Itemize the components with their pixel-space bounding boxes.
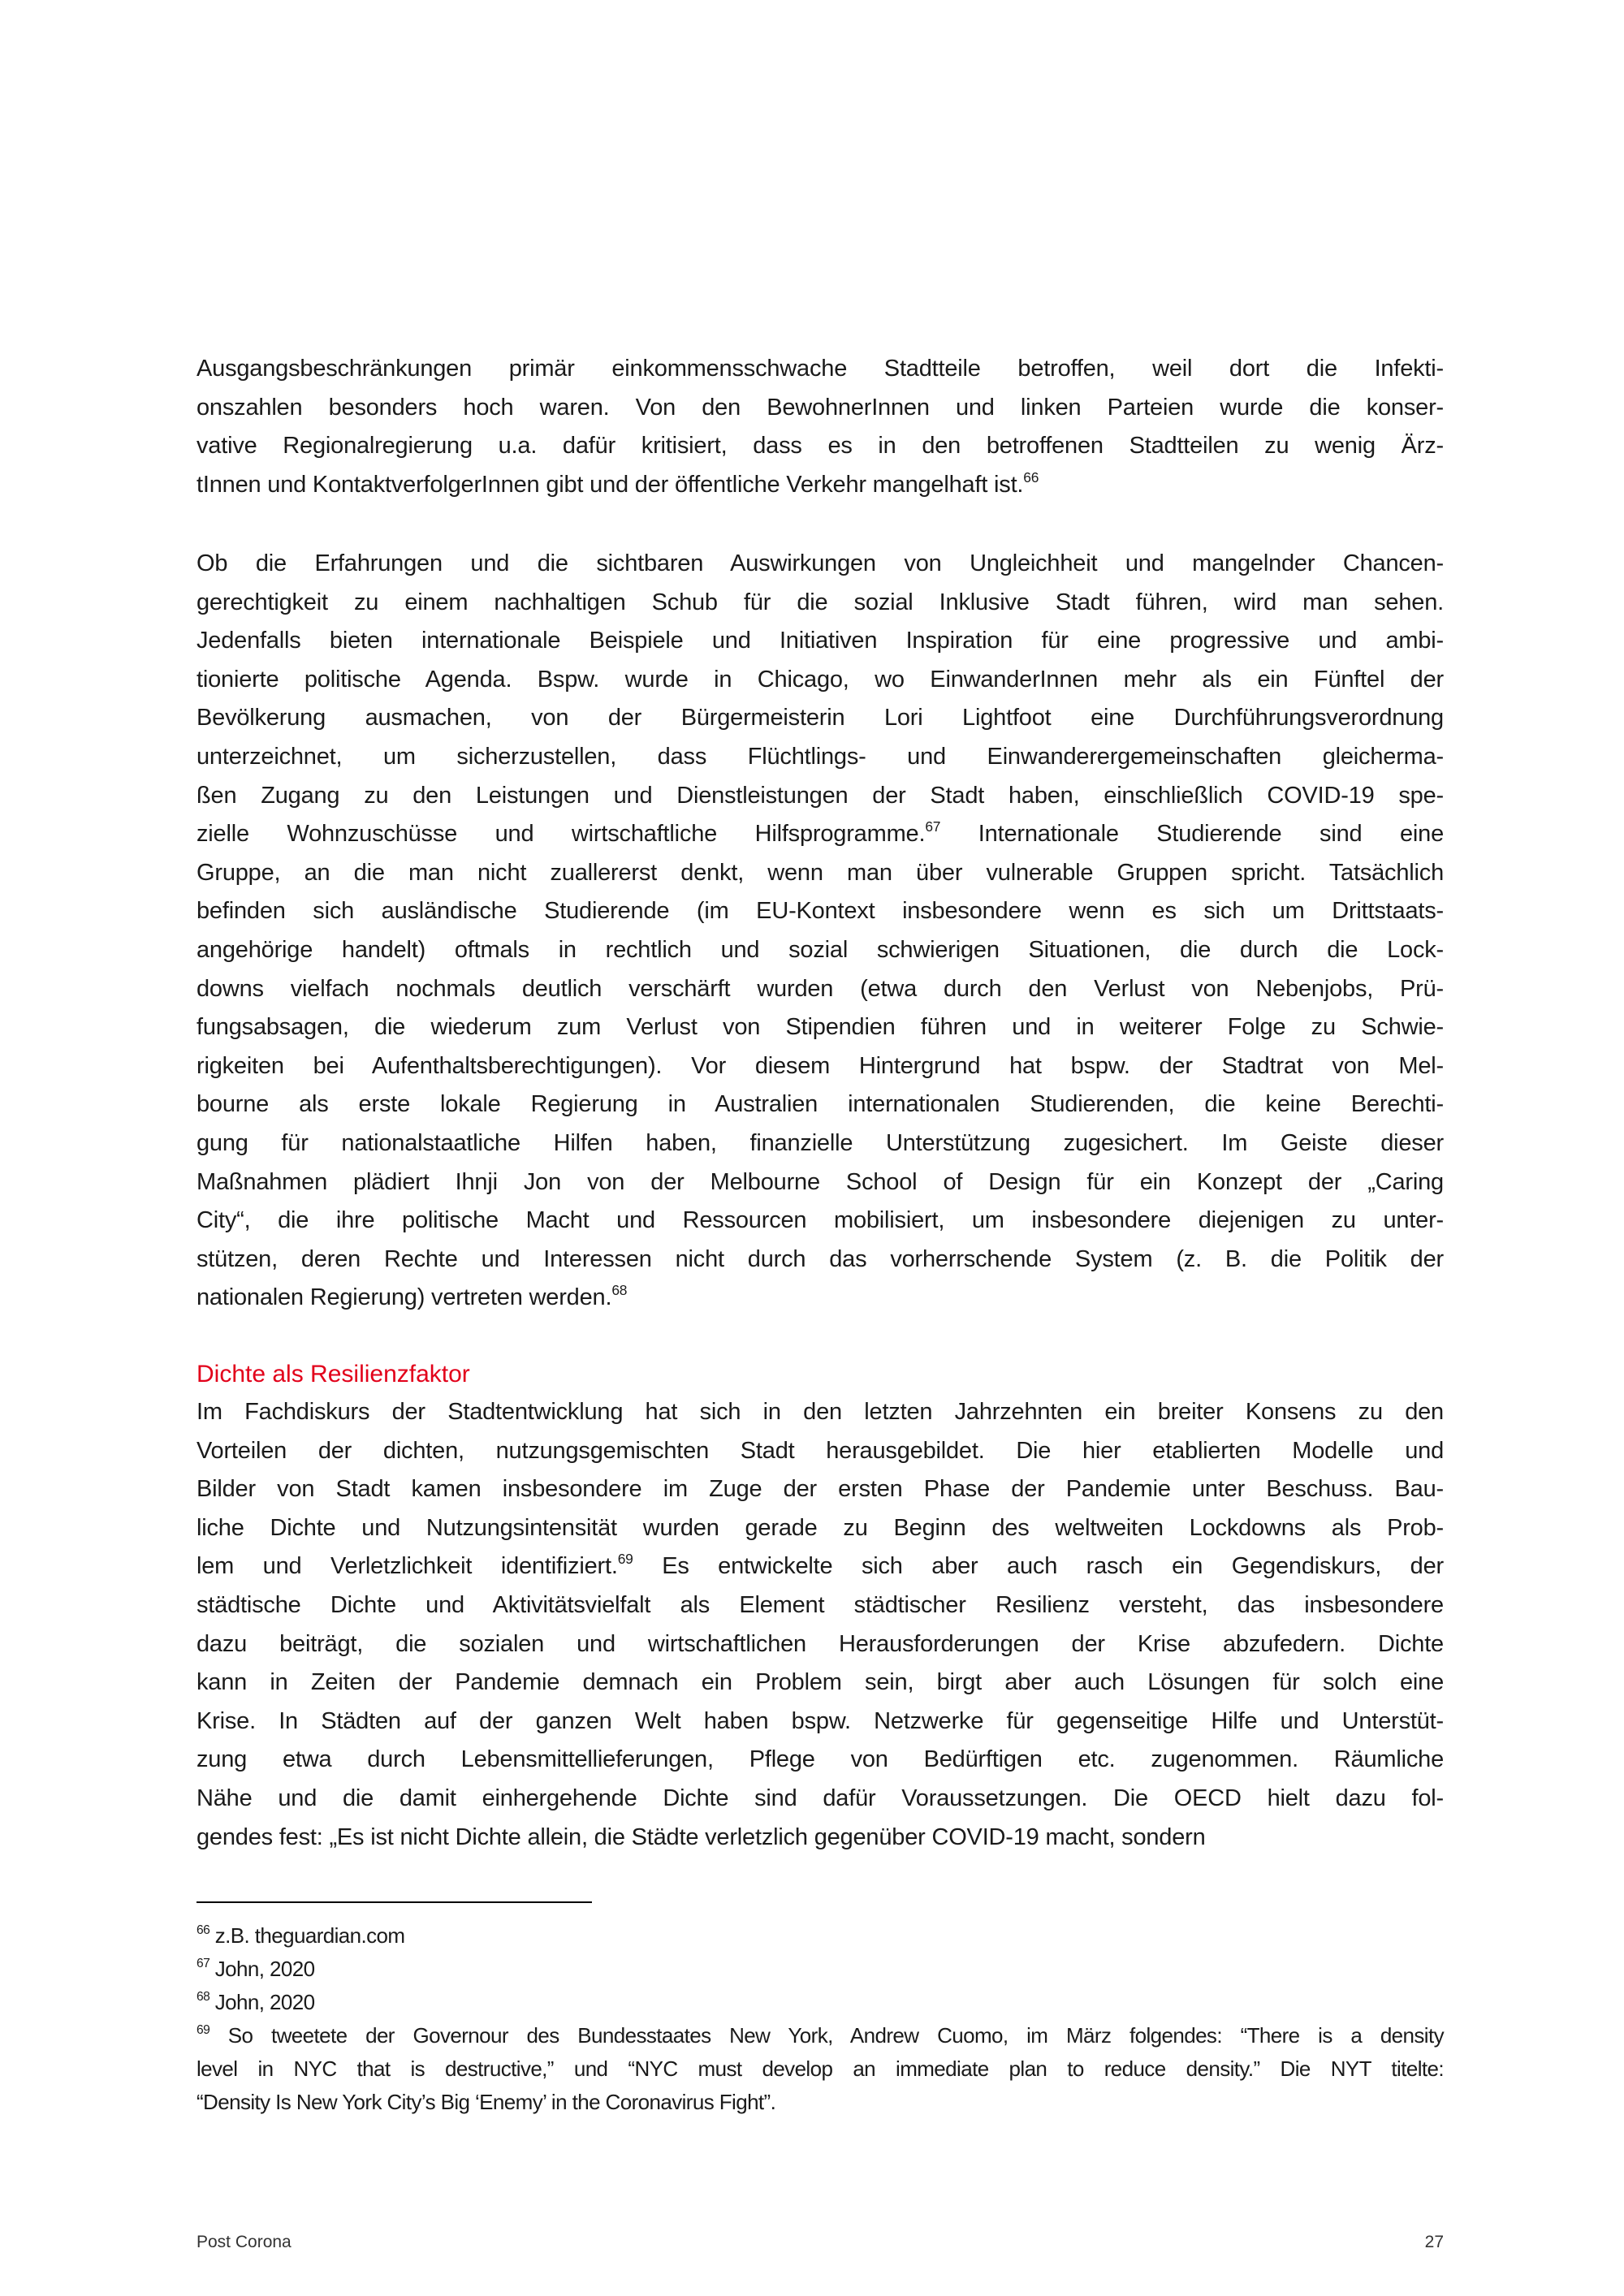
text-run: zung etwa durch Lebensmittellieferungen, Pflege von Bedürftigen etc. zugenommen. Räumliche (197, 1746, 1444, 1773)
text-run: lem und Verletzlichkeit identifiziert. (197, 1553, 618, 1580)
text-run: John, 2020 (209, 1990, 315, 2014)
footnote-line (197, 1919, 1444, 1953)
text-run: stützen, deren Rechte und Interessen nicht durch das vorherrschende System (z. B. die Politik der (197, 1245, 1444, 1272)
text-line (197, 1509, 1444, 1548)
text-line (197, 1393, 1444, 1432)
text-run: Vorteilen der dichten, nutzungsgemischten Stadt herausgebildet. Die hier etablierten Modelle und (197, 1437, 1444, 1464)
page-number: 27 (1424, 2233, 1444, 2251)
text-run: Gruppe, an die man nicht zuallererst denkt, wenn man über vulnerable Gruppen spricht. Tatsächlich (197, 859, 1444, 886)
footnote-line (197, 1986, 1444, 2019)
text-line (197, 1085, 1444, 1124)
text-run: Internationale Studierende sind eine (940, 821, 1444, 848)
paragraph-2 (197, 545, 1444, 1318)
text-line (197, 1432, 1444, 1471)
text-line (197, 545, 1444, 584)
text-run: downs vielfach nochmals deutlich verschärft wurden (etwa durch den Verlust von Nebenjobs, Prü- (197, 975, 1444, 1002)
text-line (197, 1625, 1444, 1664)
text-line (197, 350, 1444, 389)
text-run: level in NYC that is destructive,” und “NYC must develop an immediate plan to reduce density.” Die NYT titelte: (197, 2056, 1444, 2081)
text-run: dazu beiträgt, die sozialen und wirtschaftlichen Herausforderungen der Krise abzufedern. Dichte (197, 1630, 1444, 1657)
text-line (197, 931, 1444, 970)
text-run: unterzeichnet, um sicherzustellen, dass Flüchtlings- und Einwanderergemeinschaften gleicherma- (197, 743, 1444, 770)
text-run: Ob die Erfahrungen und die sichtbaren Auswirkungen von Ungleichheit und mangelnder Chancen- (197, 550, 1444, 576)
text-line (197, 1124, 1444, 1163)
text-run: Bilder von Stadt kamen insbesondere im Zuge der ersten Phase der Pandemie unter Beschuss. Bau- (197, 1476, 1444, 1503)
footnote-divider (197, 1901, 592, 1903)
text-line (197, 1703, 1444, 1741)
text-line (197, 622, 1444, 661)
section-heading: Dichte als Resilienzfaktor (197, 1361, 470, 1388)
text-line (197, 427, 1444, 466)
text-line (197, 661, 1444, 700)
text-run: städtische Dichte und Aktivitätsvielfalt als Element städtischer Resilienz versteht, das insbesondere (197, 1591, 1444, 1618)
text-run: City“, die ihre politische Macht und Ressourcen mobilisiert, um insbesondere diejenigen zu unter- (197, 1207, 1444, 1234)
footnotes (197, 1919, 1444, 2119)
text-line (197, 1279, 1444, 1318)
text-line (197, 389, 1444, 428)
footnote-ref: 66 (197, 1923, 210, 1938)
footnote-ref: 69 (617, 1551, 633, 1568)
text-line (197, 1047, 1444, 1086)
text-run: vative Regionalregierung u.a. dafür kritisiert, dass es in den betroffenen Stadtteilen zu wenig Ärz- (197, 433, 1444, 460)
text-run: gendes fest: „Es ist nicht Dichte allein, die Städte verletzlich gegenüber COVID-19 macht, sondern (197, 1823, 1206, 1850)
text-line (197, 970, 1444, 1009)
text-run: Krise. In Städten auf der ganzen Welt haben bspw. Netzwerke für gegenseitige Hilfe und Unterstüt- (197, 1707, 1444, 1734)
text-run: “Density Is New York City’s Big ‘Enemy’ in the Coronavirus Fight”. (197, 2090, 776, 2114)
text-run: Ausgangsbeschränkungen primär einkommensschwache Stadtteile betroffen, weil dort die Infekti- (197, 356, 1444, 382)
footnote-line (197, 2086, 1444, 2119)
footnote-ref: 67 (925, 818, 941, 835)
text-run: Nähe und die damit einhergehende Dichte sind dafür Voraussetzungen. Die OECD hielt dazu fol- (197, 1785, 1444, 1811)
text-run: gung für nationalstaatliche Hilfen haben, finanzielle Unterstützung zugesichert. Im Geiste dieser (197, 1129, 1444, 1156)
text-run: So tweetete der Governour des Bundesstaates New York, Andrew Cuomo, im März folgendes: “There is a density (209, 2023, 1444, 2048)
footnote-ref: 67 (197, 1957, 210, 1971)
text-run: John, 2020 (209, 1957, 315, 1981)
text-line (197, 1741, 1444, 1780)
text-line (197, 1470, 1444, 1509)
text-run: Es entwickelte sich aber auch rasch ein Gegendiskurs, der (633, 1553, 1444, 1580)
text-line (197, 584, 1444, 623)
paragraph-3 (197, 1393, 1444, 1857)
footnote-ref: 66 (1023, 468, 1039, 486)
text-run: Maßnahmen plädiert Ihnji Jon von der Melbourne School of Design für ein Konzept der „Caring (197, 1168, 1444, 1195)
text-line (197, 1780, 1444, 1819)
text-line (197, 1163, 1444, 1202)
text-run: Jedenfalls bieten internationale Beispiele und Initiativen Inspiration für eine progressive und ambi- (197, 628, 1444, 654)
text-line (197, 1819, 1444, 1858)
text-run: fungsabsagen, die wiederum zum Verlust von Stipendien führen und in weiterer Folge zu Schwie- (197, 1014, 1444, 1041)
footnote-line (197, 2019, 1444, 2052)
text-run: ßen Zugang zu den Leistungen und Dienstleistungen der Stadt haben, einschließlich COVID-19 spe- (197, 782, 1444, 809)
text-line (197, 466, 1444, 505)
text-run: kann in Zeiten der Pandemie demnach ein Problem sein, birgt aber auch Lösungen für solch eine (197, 1669, 1444, 1696)
text-run: rigkeiten bei Aufenthaltsberechtigungen). Vor diesem Hintergrund hat bspw. der Stadtrat von Mel- (197, 1052, 1444, 1079)
footnote-ref: 68 (611, 1282, 628, 1299)
text-line (197, 854, 1444, 893)
footnote-line (197, 2052, 1444, 2086)
text-line (197, 1202, 1444, 1241)
text-run: onszahlen besonders hoch waren. Von den BewohnerInnen und linken Parteien wurde die konser- (197, 394, 1444, 421)
text-run: gerechtigkeit zu einem nachhaltigen Schub für die sozial Inklusive Stadt führen, wird man sehen. (197, 589, 1444, 615)
text-line (197, 1008, 1444, 1047)
text-run: zielle Wohnzuschüsse und wirtschaftliche Hilfsprogramme. (197, 821, 926, 848)
text-run: tInnen und KontaktverfolgerInnen gibt und der öffentliche Verkehr mangelhaft ist. (197, 471, 1024, 498)
footnote-ref: 69 (197, 2023, 210, 2038)
footer-title: Post Corona (197, 2233, 292, 2251)
text-line (197, 1547, 1444, 1586)
text-line (197, 815, 1444, 854)
text-run: z.B. theguardian.com (209, 1923, 405, 1948)
text-line (197, 699, 1444, 738)
text-line (197, 777, 1444, 816)
footnote-line (197, 1953, 1444, 1986)
footnote-ref: 68 (197, 1990, 210, 2005)
text-line (197, 1241, 1444, 1280)
text-line (197, 1586, 1444, 1625)
text-run: befinden sich ausländische Studierende (im EU-Kontext insbesondere wenn es sich um Drittstaats- (197, 898, 1444, 925)
text-run: liche Dichte und Nutzungsintensität wurden gerade zu Beginn des weltweiten Lockdowns als Prob- (197, 1514, 1444, 1541)
text-run: bourne als erste lokale Regierung in Australien internationalen Studierenden, die keine Berechti- (197, 1091, 1444, 1118)
text-run: angehörige handelt) oftmals in rechtlich und sozial schwierigen Situationen, die durch die Lock- (197, 936, 1444, 963)
text-line (197, 892, 1444, 931)
paragraph-1 (197, 350, 1444, 504)
text-run: tionierte politische Agenda. Bspw. wurde in Chicago, wo EinwanderInnen mehr als ein Fünftel der (197, 666, 1444, 693)
text-line (197, 1664, 1444, 1703)
text-run: Im Fachdiskurs der Stadtentwicklung hat sich in den letzten Jahrzehnten ein breiter Konsens zu den (197, 1399, 1444, 1425)
text-line (197, 738, 1444, 777)
text-run: Bevölkerung ausmachen, von der Bürgermeisterin Lori Lightfoot eine Durchführungsverordnung (197, 705, 1444, 732)
text-run: nationalen Regierung) vertreten werden. (197, 1284, 612, 1311)
